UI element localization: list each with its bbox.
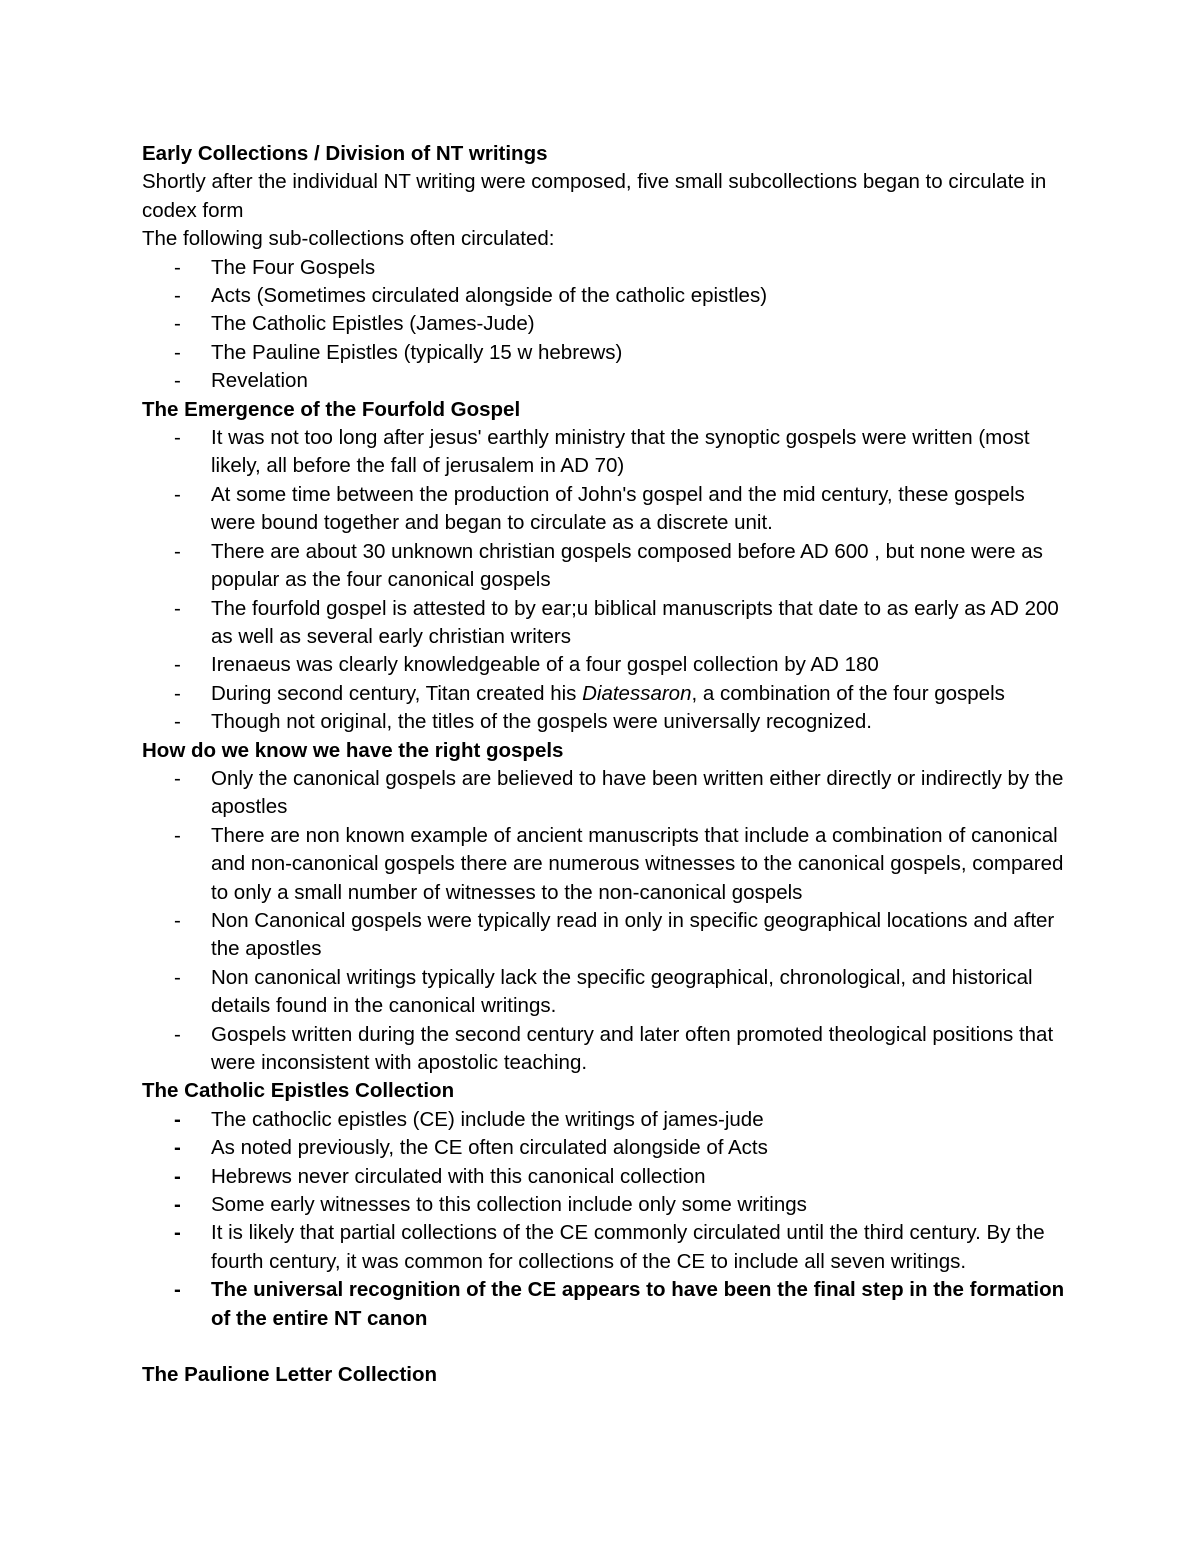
dash-bullet: - <box>174 965 181 989</box>
list-item <box>142 964 1072 1021</box>
list-item <box>142 1191 1072 1219</box>
list-item-text: The Catholic Epistles (James-Jude) <box>211 312 535 336</box>
list-item-text: It was not too long after jesus' earthly ministry that the synoptic gospels were written (most likely, all before the fall of jerusalem in AD 70) <box>211 426 1030 478</box>
blank-line <box>142 1333 1072 1361</box>
list-item-text: Irenaeus was clearly knowledgeable of a four gospel collection by AD 180 <box>211 653 879 677</box>
dash-bullet: - <box>174 766 181 790</box>
list-item <box>142 651 1072 679</box>
bullet-list-catholic-epistles <box>142 1106 1072 1333</box>
list-item-text-before: During second century, Titan created his <box>211 681 583 705</box>
dash-bullet: - <box>174 908 181 932</box>
section-heading-pauline-collection: The Paulione Letter Collection <box>142 1363 438 1387</box>
section-heading-fourfold-gospel: The Emergence of the Fourfold Gospel <box>142 397 521 421</box>
list-item-text: Non canonical writings typically lack the specific geographical, chronological, and historical details found in the canonical writings. <box>211 965 1033 1018</box>
dash-bullet: - <box>174 1278 181 1302</box>
dash-bullet: - <box>174 681 181 705</box>
list-item <box>142 822 1072 907</box>
section-heading-early-collections: Early Collections / Division of NT writings <box>142 142 548 165</box>
list-item <box>142 1163 1072 1191</box>
dash-bullet: - <box>174 369 181 393</box>
paragraph-following: The following sub-collections often circulated: <box>142 227 555 251</box>
list-item-text-after: , a combination of the four gospels <box>691 681 1005 705</box>
dash-bullet: - <box>174 1193 181 1217</box>
dash-bullet: - <box>174 482 181 506</box>
bullet-list-subcollections <box>142 254 1072 396</box>
list-item-text: Revelation <box>211 369 308 393</box>
list-item-text: The Four Gospels <box>211 255 376 279</box>
list-item-text: The fourfold gospel is attested to by ear;u biblical manuscripts that date to as early as AD 200 as well as several early christian writers <box>211 596 1059 648</box>
bullet-list-right-gospels <box>142 765 1072 1077</box>
bullet-list-fourfold <box>142 424 1072 736</box>
list-item <box>142 339 1072 367</box>
dash-bullet: - <box>174 1164 181 1188</box>
list-item <box>142 1106 1072 1134</box>
dash-bullet: - <box>174 653 181 677</box>
diatessaron-italic: Diatessaron <box>582 681 692 705</box>
list-item <box>142 708 1072 736</box>
list-item <box>142 367 1072 395</box>
list-item-text: As noted previously, the CE often circulated alongside of Acts <box>211 1136 768 1160</box>
list-item <box>142 1021 1072 1078</box>
list-item-text: At some time between the production of John's gospel and the mid century, these gospels were bound together and began to circulate as a discrete unit. <box>211 482 1025 535</box>
list-item-text: Non Canonical gospels were typically read in only in specific geographical locations and after the apostles <box>211 908 1055 961</box>
dash-bullet: - <box>174 312 181 336</box>
list-item <box>142 595 1072 652</box>
dash-bullet: - <box>174 1107 181 1131</box>
dash-bullet: - <box>174 539 181 563</box>
list-item-text: Hebrews never circulated with this canonical collection <box>211 1164 706 1188</box>
dash-bullet: - <box>174 1221 181 1245</box>
list-item-text: There are about 30 unknown christian gospels composed before AD 600 , but none were as popular as the four canonical gospels <box>211 539 1043 592</box>
list-item-text: Only the canonical gospels are believed to have been written either directly or indirectly by the apostles <box>211 766 1064 819</box>
list-item <box>142 254 1072 282</box>
dash-bullet: - <box>174 823 181 847</box>
dash-bullet: - <box>174 426 181 450</box>
list-item-text: Gospels written during the second century and later often promoted theological positions that were inconsistent with apostolic teaching. <box>211 1022 1054 1074</box>
dash-bullet: - <box>174 1022 181 1046</box>
list-item <box>142 907 1072 964</box>
list-item-text: It is likely that partial collections of the CE commonly circulated until the third century. By the fourth century, it was common for collections of the CE to include all seven writings. <box>211 1221 1045 1273</box>
list-item <box>142 538 1072 595</box>
list-item-text: The universal recognition of the CE appears to have been the final step in the formation of the entire NT canon <box>211 1278 1065 1330</box>
list-item <box>142 1219 1072 1276</box>
list-item <box>142 1134 1072 1162</box>
list-item-text: There are non known example of ancient manuscripts that include a combination of canonical and non-canonical gospels there are numerous witnesses to the canonical gospels, compared to only a small number of witnesses to the non-canonical gospels <box>211 823 1064 904</box>
dash-bullet: - <box>174 255 181 279</box>
list-item-text: Some early witnesses to this collection include only some writings <box>211 1193 807 1217</box>
list-item-text: The cathoclic epistles (CE) include the writings of james-jude <box>211 1107 764 1131</box>
list-item <box>142 282 1072 310</box>
list-item <box>142 680 1072 708</box>
dash-bullet: - <box>174 340 181 364</box>
dash-bullet: - <box>174 710 181 734</box>
section-heading-catholic-epistles: The Catholic Epistles Collection <box>142 1079 455 1103</box>
list-item-text: Though not original, the titles of the gospels were universally recognized. <box>211 710 872 734</box>
list-item <box>142 765 1072 822</box>
list-item <box>142 424 1072 481</box>
dash-bullet: - <box>174 596 181 620</box>
list-item-text: The Pauline Epistles (typically 15 w hebrews) <box>211 340 623 364</box>
paragraph-intro: Shortly after the individual NT writing were composed, five small subcollections began to circulate in codex form <box>142 170 1047 222</box>
list-item <box>142 481 1072 538</box>
list-item <box>142 310 1072 338</box>
section-heading-right-gospels: How do we know we have the right gospels <box>142 738 564 762</box>
list-item-bold <box>142 1276 1072 1333</box>
document-page <box>142 140 1072 1390</box>
dash-bullet: - <box>174 284 181 308</box>
dash-bullet: - <box>174 1136 181 1160</box>
list-item-text: Acts (Sometimes circulated alongside of the catholic epistles) <box>211 284 768 308</box>
